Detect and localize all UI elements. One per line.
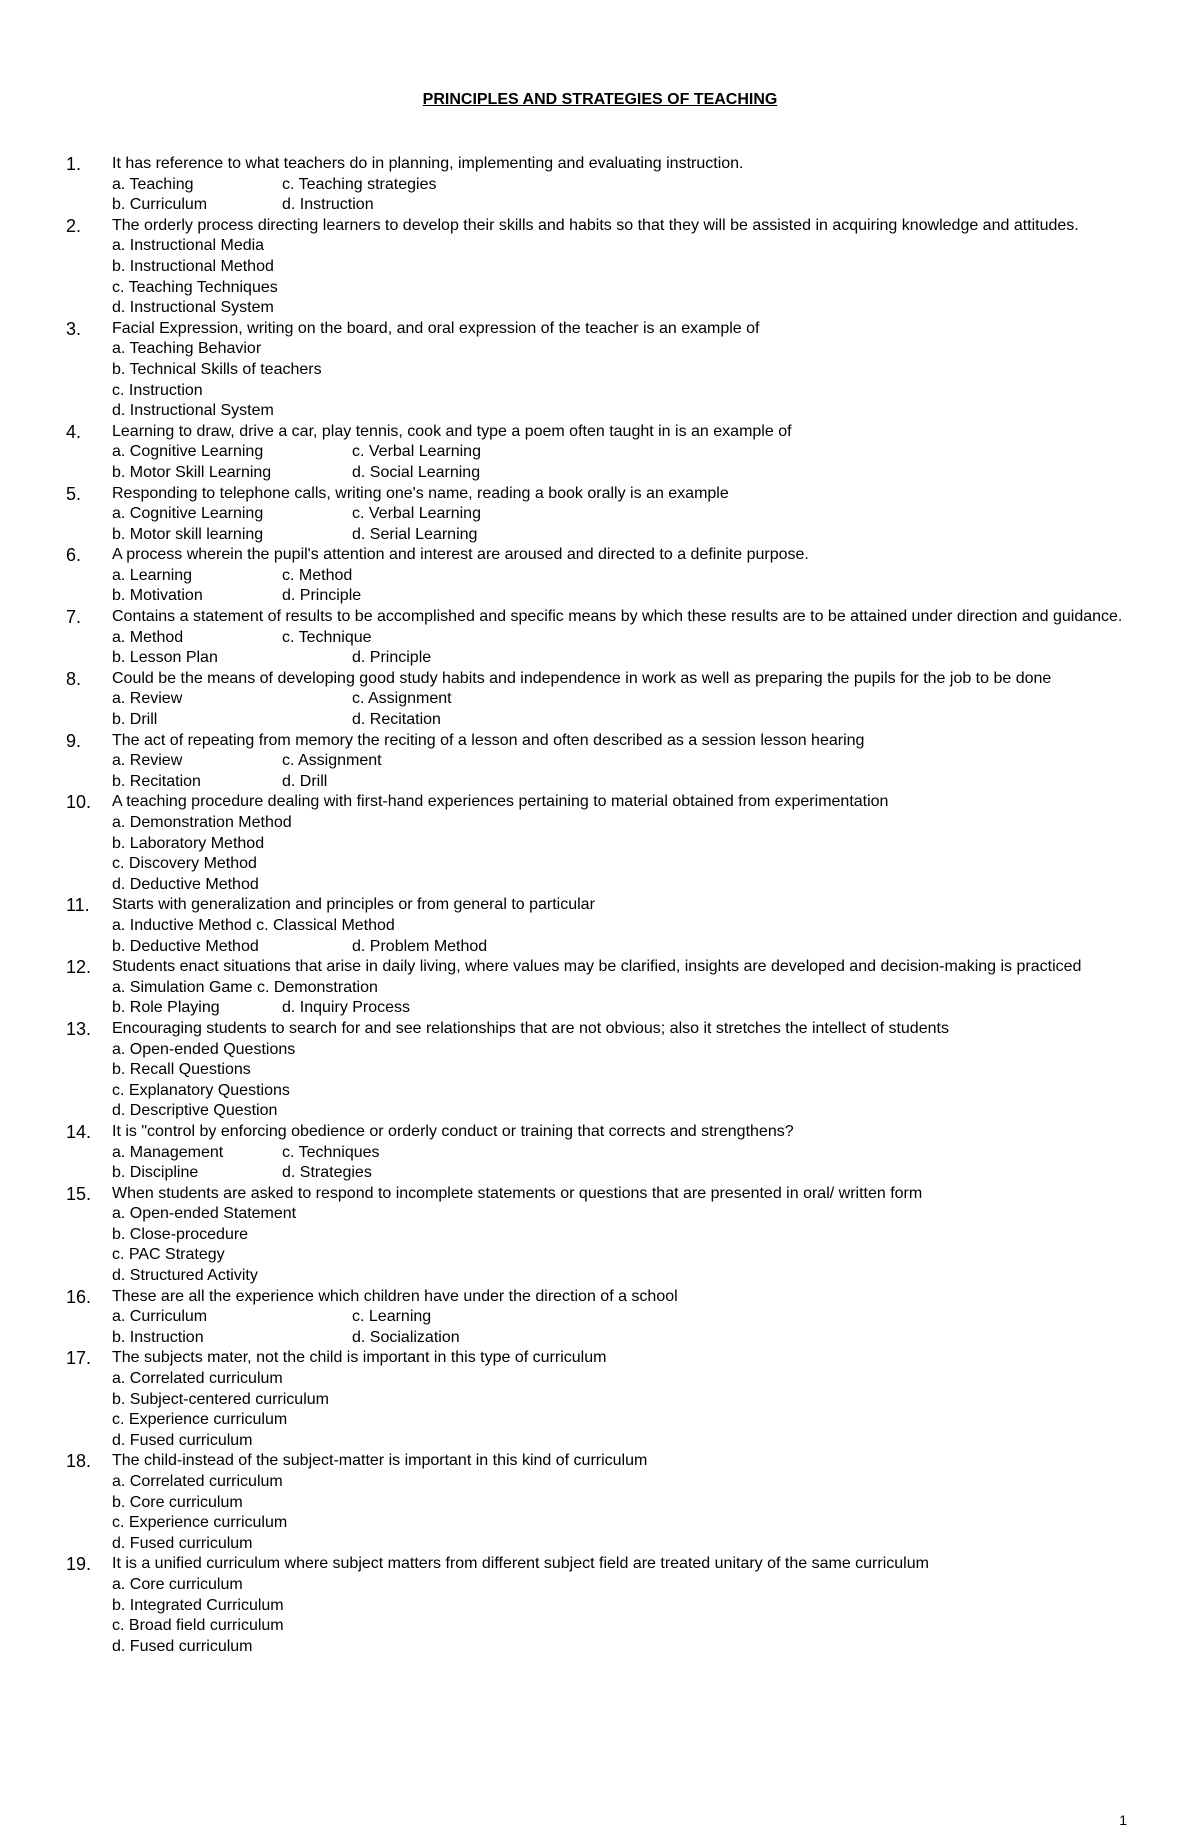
question-list xyxy=(66,154,1136,1657)
option-row xyxy=(112,875,1136,896)
question-number: 10. xyxy=(66,792,92,813)
option-row xyxy=(112,298,1136,319)
option-row xyxy=(112,195,1136,216)
answer-option: a. Teaching xyxy=(112,175,194,193)
option-row xyxy=(112,278,1136,299)
question-number: 12. xyxy=(66,957,92,978)
question-number: 2. xyxy=(66,215,82,236)
question-number: 19. xyxy=(66,1554,92,1575)
question-item xyxy=(66,731,1136,793)
answer-option: b. Instructional Method xyxy=(112,257,274,275)
question-item xyxy=(66,319,1136,422)
question-item xyxy=(66,1122,1136,1184)
question-stem: Could be the means of developing good study habits and independence in work as well as preparing the pupils for the job to be done xyxy=(112,669,1052,687)
page-number: 1 xyxy=(1119,1812,1127,1828)
option-row xyxy=(112,751,1136,772)
question-number: 1. xyxy=(66,154,82,174)
option-row xyxy=(112,1513,1136,1534)
question-stem: Facial Expression, writing on the board, and oral expression of the teacher is an example of xyxy=(112,319,760,337)
answer-option: d. Socialization xyxy=(352,1328,460,1346)
answer-option: a. Simulation Game c. Demonstration xyxy=(112,978,378,996)
option-row xyxy=(112,1575,1136,1596)
answer-option: c. Learning xyxy=(352,1308,432,1326)
answer-option: b. Recitation xyxy=(112,772,201,790)
answer-option: a. Instructional Media xyxy=(112,237,265,255)
answer-option: c. Technique xyxy=(282,628,372,646)
question-item xyxy=(66,484,1136,546)
answer-option: a. Cognitive Learning xyxy=(112,505,264,523)
question-stem: A teaching procedure dealing with first-hand experiences pertaining to material obtained from experimentation xyxy=(112,793,889,811)
option-row xyxy=(112,360,1136,381)
answer-option: b. Close-procedure xyxy=(112,1225,249,1243)
question-item xyxy=(66,154,1136,216)
answer-option: b. Laboratory Method xyxy=(112,834,265,852)
question-stem: It is a unified curriculum where subject matters from different subject field are treated unitary of the same curriculum xyxy=(112,1555,929,1573)
answer-option: a. Curriculum xyxy=(112,1308,208,1326)
answer-option: d. Fused curriculum xyxy=(112,1637,253,1655)
option-row xyxy=(112,710,1136,731)
answer-option: b. Instruction xyxy=(112,1328,204,1346)
option-row xyxy=(112,916,1136,937)
answer-option: a. Correlated curriculum xyxy=(112,1370,283,1388)
answer-option: a. Core curriculum xyxy=(112,1575,243,1593)
option-row xyxy=(112,1493,1136,1514)
answer-option: d. Recitation xyxy=(352,711,441,729)
option-row xyxy=(112,1266,1136,1287)
question-number: 18. xyxy=(66,1451,92,1472)
question-number: 7. xyxy=(66,607,82,628)
question-item xyxy=(66,1554,1136,1657)
option-row xyxy=(112,504,1136,525)
answer-option: d. Instructional System xyxy=(112,299,274,317)
question-stem: The subjects mater, not the child is important in this type of curriculum xyxy=(112,1349,607,1367)
option-row xyxy=(112,1616,1136,1637)
option-row xyxy=(112,1410,1136,1431)
question-number: 3. xyxy=(66,318,82,339)
option-row xyxy=(112,1472,1136,1493)
answer-option: b. Recall Questions xyxy=(112,1061,251,1079)
question-item xyxy=(66,957,1136,1019)
answer-option: d. Descriptive Question xyxy=(112,1102,278,1120)
answer-option: a. Management xyxy=(112,1143,224,1161)
page-title: PRINCIPLES AND STRATEGIES OF TEACHING xyxy=(422,91,778,108)
answer-option: c. Assignment xyxy=(282,752,382,770)
answer-option: c. Verbal Learning xyxy=(352,505,481,523)
answer-option: d. Serial Learning xyxy=(352,525,478,543)
option-row xyxy=(112,1081,1136,1102)
option-row xyxy=(112,1143,1136,1164)
question-number: 15. xyxy=(66,1183,92,1204)
answer-option: c. Experience curriculum xyxy=(112,1411,288,1429)
answer-option: d. Problem Method xyxy=(352,937,488,955)
option-row xyxy=(112,1369,1136,1390)
question-number: 17. xyxy=(66,1348,92,1369)
question-number: 11. xyxy=(66,895,90,916)
question-item xyxy=(66,792,1136,895)
option-row xyxy=(112,1390,1136,1411)
question-stem: Contains a statement of results to be accomplished and specific means by which these results are to be attained under direction and guidance. xyxy=(112,608,1123,626)
answer-option: d. Drill xyxy=(282,772,328,790)
option-row xyxy=(112,1307,1136,1328)
question-stem: Learning to draw, drive a car, play tennis, cook and type a poem often taught in is an example of xyxy=(112,422,792,440)
option-row xyxy=(112,463,1136,484)
option-row xyxy=(112,236,1136,257)
answer-option: b. Curriculum xyxy=(112,196,208,214)
answer-option: a. Cognitive Learning xyxy=(112,443,264,461)
option-row xyxy=(112,1637,1136,1658)
answer-option: b. Motivation xyxy=(112,587,203,605)
option-row xyxy=(112,689,1136,710)
answer-option: b. Role Playing xyxy=(112,999,220,1017)
option-row xyxy=(112,442,1136,463)
answer-option: c. Instruction xyxy=(112,381,203,399)
question-stem: These are all the experience which children have under the direction of a school xyxy=(112,1287,678,1305)
question-item xyxy=(66,1184,1136,1287)
answer-option: c. Assignment xyxy=(352,690,452,708)
option-row xyxy=(112,401,1136,422)
answer-option: d. Principle xyxy=(282,587,362,605)
option-row xyxy=(112,525,1136,546)
answer-option: a. Demonstration Method xyxy=(112,814,292,831)
question-item xyxy=(66,545,1136,607)
question-item xyxy=(66,422,1136,484)
option-row xyxy=(112,1245,1136,1266)
answer-option: c. Explanatory Questions xyxy=(112,1081,290,1099)
question-item xyxy=(66,1348,1136,1451)
answer-option: a. Teaching Behavior xyxy=(112,340,262,358)
answer-option: a. Inductive Method c. Classical Method xyxy=(112,916,395,934)
answer-option: d. Fused curriculum xyxy=(112,1534,253,1552)
answer-option: b. Subject-centered curriculum xyxy=(112,1390,329,1408)
answer-option: a. Method xyxy=(112,628,184,646)
question-number: 4. xyxy=(66,421,82,442)
answer-option: a. Learning xyxy=(112,566,193,584)
option-row xyxy=(112,1431,1136,1452)
answer-option: c. Broad field curriculum xyxy=(112,1617,284,1635)
question-number: 9. xyxy=(66,730,82,751)
question-item xyxy=(66,895,1136,957)
answer-option: a. Review xyxy=(112,752,183,770)
option-row xyxy=(112,772,1136,793)
question-stem: Starts with generalization and principles or from general to particular xyxy=(112,896,595,914)
answer-option: d. Inquiry Process xyxy=(282,999,411,1017)
answer-option: c. Verbal Learning xyxy=(352,443,481,461)
question-item xyxy=(66,216,1136,319)
question-number: 6. xyxy=(66,545,82,566)
answer-option: b. Technical Skills of teachers xyxy=(112,360,322,378)
option-row xyxy=(112,937,1136,958)
question-stem: Encouraging students to search for and see relationships that are not obvious; also it stretches the intellect of students xyxy=(112,1019,949,1037)
answer-option: d. Deductive Method xyxy=(112,875,259,893)
question-item xyxy=(66,1287,1136,1349)
question-item xyxy=(66,669,1136,731)
answer-option: b. Discipline xyxy=(112,1164,199,1182)
answer-option: b. Motor skill learning xyxy=(112,525,264,543)
question-stem: When students are asked to respond to incomplete statements or questions that are presented in oral/ written form xyxy=(112,1184,923,1202)
option-row xyxy=(112,978,1136,999)
question-stem: The child-instead of the subject-matter is important in this kind of curriculum xyxy=(112,1452,648,1470)
question-stem: It is "control by enforcing obedience or orderly conduct or training that corrects and strengthens? xyxy=(112,1122,794,1140)
answer-option: c. Teaching Techniques xyxy=(112,278,278,296)
question-number: 13. xyxy=(66,1018,92,1039)
answer-option: c. Method xyxy=(282,566,353,584)
question-stem: The orderly process directing learners to develop their skills and habits so that they will be assisted in acquiring knowledge and attitudes. xyxy=(112,216,1079,234)
option-row xyxy=(112,381,1136,402)
answer-option: b. Lesson Plan xyxy=(112,649,218,667)
option-row xyxy=(112,1101,1136,1122)
question-item xyxy=(66,1451,1136,1554)
question-stem: It has reference to what teachers do in planning, implementing and evaluating instruction. xyxy=(112,155,744,172)
option-row xyxy=(112,1225,1136,1246)
answer-option: c. Techniques xyxy=(282,1143,380,1161)
answer-option: d. Structured Activity xyxy=(112,1267,258,1285)
option-row xyxy=(112,1534,1136,1555)
question-stem: Students enact situations that arise in daily living, where values may be clarified, insights are developed and decision-making is practiced xyxy=(112,958,1082,976)
option-row xyxy=(112,257,1136,278)
question-item xyxy=(66,607,1136,669)
answer-option: a. Open-ended Questions xyxy=(112,1040,296,1058)
answer-option: b. Integrated Curriculum xyxy=(112,1596,284,1614)
answer-option: c. Discovery Method xyxy=(112,855,257,873)
option-row xyxy=(112,628,1136,649)
option-row xyxy=(112,586,1136,607)
option-row xyxy=(112,339,1136,360)
answer-option: d. Strategies xyxy=(282,1164,372,1182)
option-row xyxy=(112,1060,1136,1081)
answer-option: b. Core curriculum xyxy=(112,1493,243,1511)
option-row xyxy=(112,998,1136,1019)
option-row xyxy=(112,175,1136,196)
question-stem: The act of repeating from memory the reciting of a lesson and often described as a session lesson hearing xyxy=(112,731,865,749)
answer-option: a. Open-ended Statement xyxy=(112,1205,297,1223)
answer-option: b. Deductive Method xyxy=(112,937,259,955)
option-row xyxy=(112,648,1136,669)
answer-option: c. Experience curriculum xyxy=(112,1514,288,1532)
option-row xyxy=(112,834,1136,855)
option-row xyxy=(112,1040,1136,1061)
option-row xyxy=(112,813,1136,834)
option-row xyxy=(112,854,1136,875)
answer-option: d. Instruction xyxy=(282,196,374,214)
question-stem: Responding to telephone calls, writing one's name, reading a book orally is an example xyxy=(112,484,729,502)
answer-option: d. Social Learning xyxy=(352,463,481,481)
option-row xyxy=(112,1204,1136,1225)
option-row xyxy=(112,566,1136,587)
answer-option: b. Motor Skill Learning xyxy=(112,463,272,481)
answer-option: a. Review xyxy=(112,690,183,708)
answer-option: d. Instructional System xyxy=(112,402,274,420)
question-number: 16. xyxy=(66,1286,92,1307)
answer-option: d. Fused curriculum xyxy=(112,1431,253,1449)
question-number: 5. xyxy=(66,483,82,504)
option-row xyxy=(112,1163,1136,1184)
answer-option: c. PAC Strategy xyxy=(112,1246,225,1264)
answer-option: d. Principle xyxy=(352,649,432,667)
answer-option: a. Correlated curriculum xyxy=(112,1473,283,1490)
question-stem: A process wherein the pupil's attention and interest are aroused and directed to a definite purpose. xyxy=(112,546,809,564)
answer-option: b. Drill xyxy=(112,711,158,729)
answer-option: c. Teaching strategies xyxy=(282,175,437,193)
question-item xyxy=(66,1019,1136,1122)
question-number: 14. xyxy=(66,1121,92,1142)
option-row xyxy=(112,1596,1136,1617)
option-row xyxy=(112,1328,1136,1349)
question-number: 8. xyxy=(66,668,82,689)
